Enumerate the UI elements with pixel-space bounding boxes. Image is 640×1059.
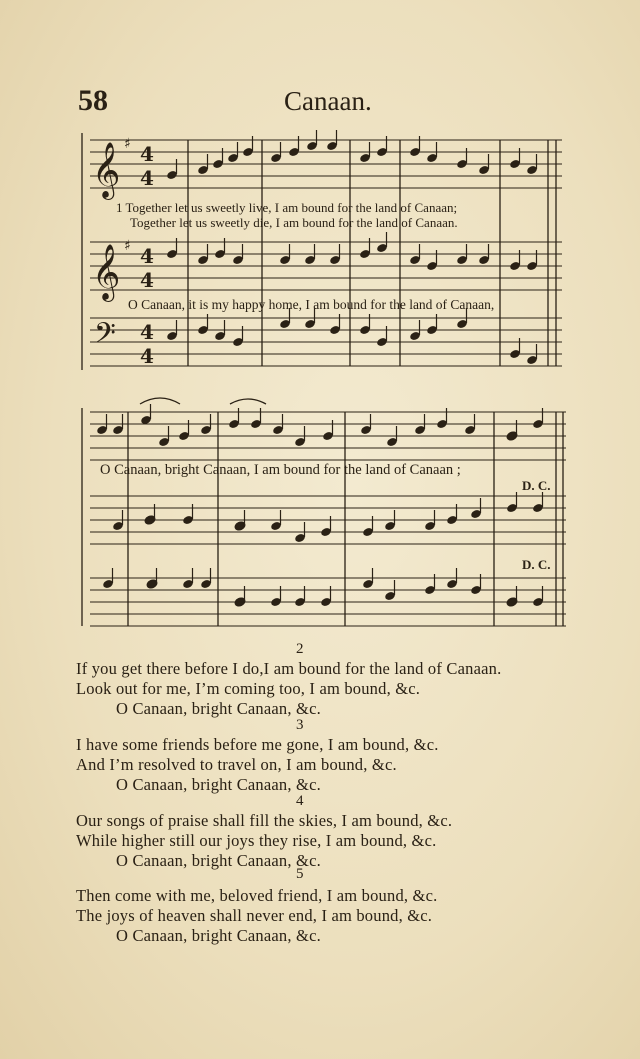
stanza-number: 4 bbox=[296, 793, 304, 809]
sharp-icon: ♯ bbox=[124, 238, 131, 254]
stanza-number: 3 bbox=[296, 717, 304, 733]
stanza-line: Look out for me, I’m coming too, I am bound, &c. bbox=[76, 679, 421, 698]
notes-system-2-staff-2 bbox=[112, 492, 544, 543]
bar-lines-system-2 bbox=[128, 412, 563, 626]
stanza-line: The joys of heaven shall never end, I am bound, &c. bbox=[76, 906, 433, 925]
bass-clef-icon: 𝄢 bbox=[94, 317, 116, 357]
stanza-number: 2 bbox=[296, 641, 304, 657]
time-signature-bottom: 4 bbox=[140, 268, 154, 292]
page-number: 58 bbox=[78, 84, 108, 117]
stanza-line: Our songs of praise shall fill the skies, I am bound, &c. bbox=[76, 811, 453, 830]
slur bbox=[140, 398, 180, 404]
time-signature-bottom: 4 bbox=[140, 166, 154, 190]
slur bbox=[230, 399, 266, 404]
da-capo-mark-2: D. C. bbox=[522, 557, 551, 572]
tune-title: Canaan. bbox=[284, 86, 372, 116]
lyric-line-verse1-b: Together let us sweetly die, I am bound for the land of Canaan. bbox=[130, 215, 458, 230]
stanza-line: O Canaan, bright Canaan, &c. bbox=[116, 699, 321, 718]
time-signature-bottom: 4 bbox=[140, 344, 154, 368]
da-capo-mark-1: D. C. bbox=[522, 478, 551, 493]
treble-clef-icon: 𝄞 bbox=[92, 244, 121, 300]
lyric-line-verse1-a: 1 Together let us sweetly live, I am bound for the land of Canaan; bbox=[116, 200, 458, 215]
stanza-line: O Canaan, bright Canaan, &c. bbox=[116, 926, 321, 945]
stanza-line: Then come with me, beloved friend, I am bound, &c. bbox=[76, 886, 438, 905]
stanza-line: O Canaan, bright Canaan, &c. bbox=[116, 851, 321, 870]
stanza-line: O Canaan, bright Canaan, &c. bbox=[116, 775, 321, 794]
lyric-line-system-2: O Canaan, bright Canaan, I am bound for the land of Canaan ; bbox=[100, 462, 461, 478]
sharp-icon: ♯ bbox=[124, 136, 131, 152]
stanza-line: I have some friends before me gone, I am bound, &c. bbox=[76, 735, 439, 754]
notes-system-2-staff-3 bbox=[102, 568, 544, 607]
stanza-line: While higher still our joys they rise, I am bound, &c. bbox=[76, 831, 437, 850]
stanza-line: If you get there before I do,I am bound for the land of Canaan. bbox=[76, 659, 502, 678]
lyric-line-chorus: O Canaan, it is my happy home, I am bound for the land of Canaan, bbox=[128, 297, 495, 312]
stanza-line: And I’m resolved to travel on, I am bound, &c. bbox=[76, 755, 397, 774]
time-signature-top: 4 bbox=[140, 244, 154, 268]
time-signature-top: 4 bbox=[140, 142, 154, 166]
stanza-number: 5 bbox=[296, 866, 304, 882]
notes-system-2-staff-1 bbox=[96, 404, 544, 447]
treble-clef-icon: 𝄞 bbox=[92, 142, 121, 198]
time-signature-top: 4 bbox=[140, 320, 154, 344]
